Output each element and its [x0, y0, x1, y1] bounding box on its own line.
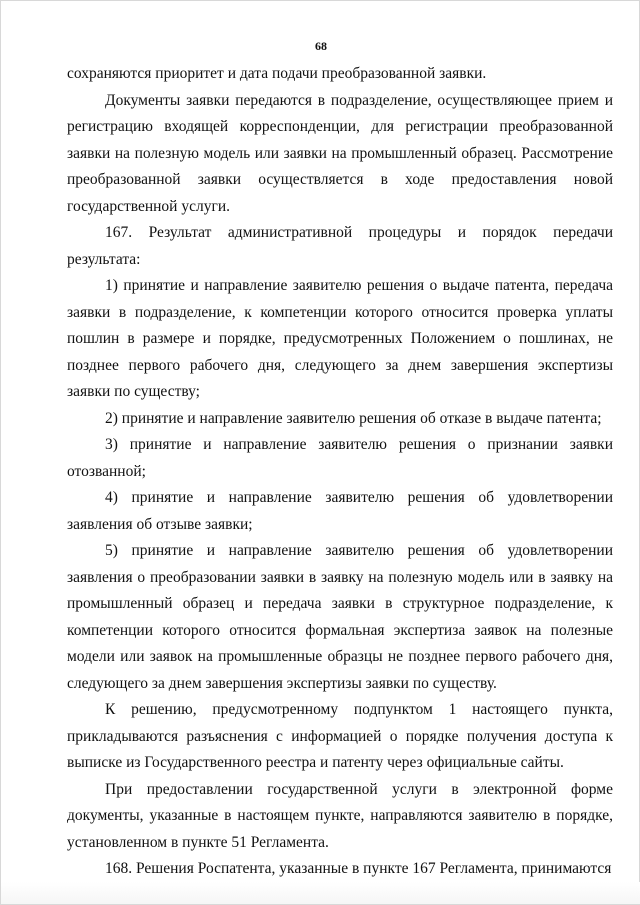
paragraph-electronic-form: При предоставлении государственной услуги в электронной форме документы, указанные в настоящем пункте, направляются заявителю в порядке, установленном в пункте 51 Регламента.	[67, 780, 613, 851]
page-bottom-edge	[1, 882, 640, 904]
list-item-3: 3) принятие и направление заявителю решения о признании заявки отозванной;	[67, 436, 613, 480]
paragraph-documents-transfer: Документы заявки передаются в подразделение, осуществляющее прием и регистрацию входящей корреспонденции, для регистрации преобразованной заявки на полезную модель или заявки на промышленный образец. Рассмотрение преобразованной заявки осуществляется в ходе предоставления новой государственной услуги.	[67, 91, 613, 215]
document-body	[67, 61, 613, 883]
list-item-2: 2) принятие и направление заявителю решения об отказе в выдаче патента;	[105, 409, 602, 427]
paragraph-continuation: сохраняются приоритет и дата подачи преобразованной заявки.	[67, 65, 487, 82]
list-item-5: 5) принятие и направление заявителю решения об удовлетворении заявления о преобразовании заявки в заявку на полезную модель или в заявку на промышленный образец и передача заявки в структурное подразделение, к компетенции которого относится формальная экспертиза заявок на полезные модели или заявок на промышленные образцы не позднее первого рабочего дня, следующего за днем завершения экспертизы заявки по существу.	[67, 542, 613, 692]
paragraph-decision-attachment: К решению, предусмотренному подпунктом 1 настоящего пункта, прикладываются разъяснения с информацией о порядке получения доступа к выписке из Государственного реестра и патенту через официальные сайты.	[67, 701, 613, 771]
list-item-1: 1) принятие и направление заявителю решения о выдаче патента, передача заявки в подразделение, к компетенции которого относится проверка уплаты пошлин в размере и порядке, предусмотренных Положением о пошлинах, не позднее первого рабочего дня, следующего за днем завершения экспертизы заявки по существу;	[67, 277, 613, 400]
page-number: 68	[315, 39, 327, 53]
paragraph-167-heading: 167. Результат административной процедуры и порядок передачи результата:	[67, 224, 613, 268]
list-item-4: 4) принятие и направление заявителю решения об удовлетворении заявления об отзыве заявки;	[67, 489, 613, 533]
paragraph-168: 168. Решения Роспатента, указанные в пункте 167 Регламента, принимаются	[105, 860, 612, 877]
